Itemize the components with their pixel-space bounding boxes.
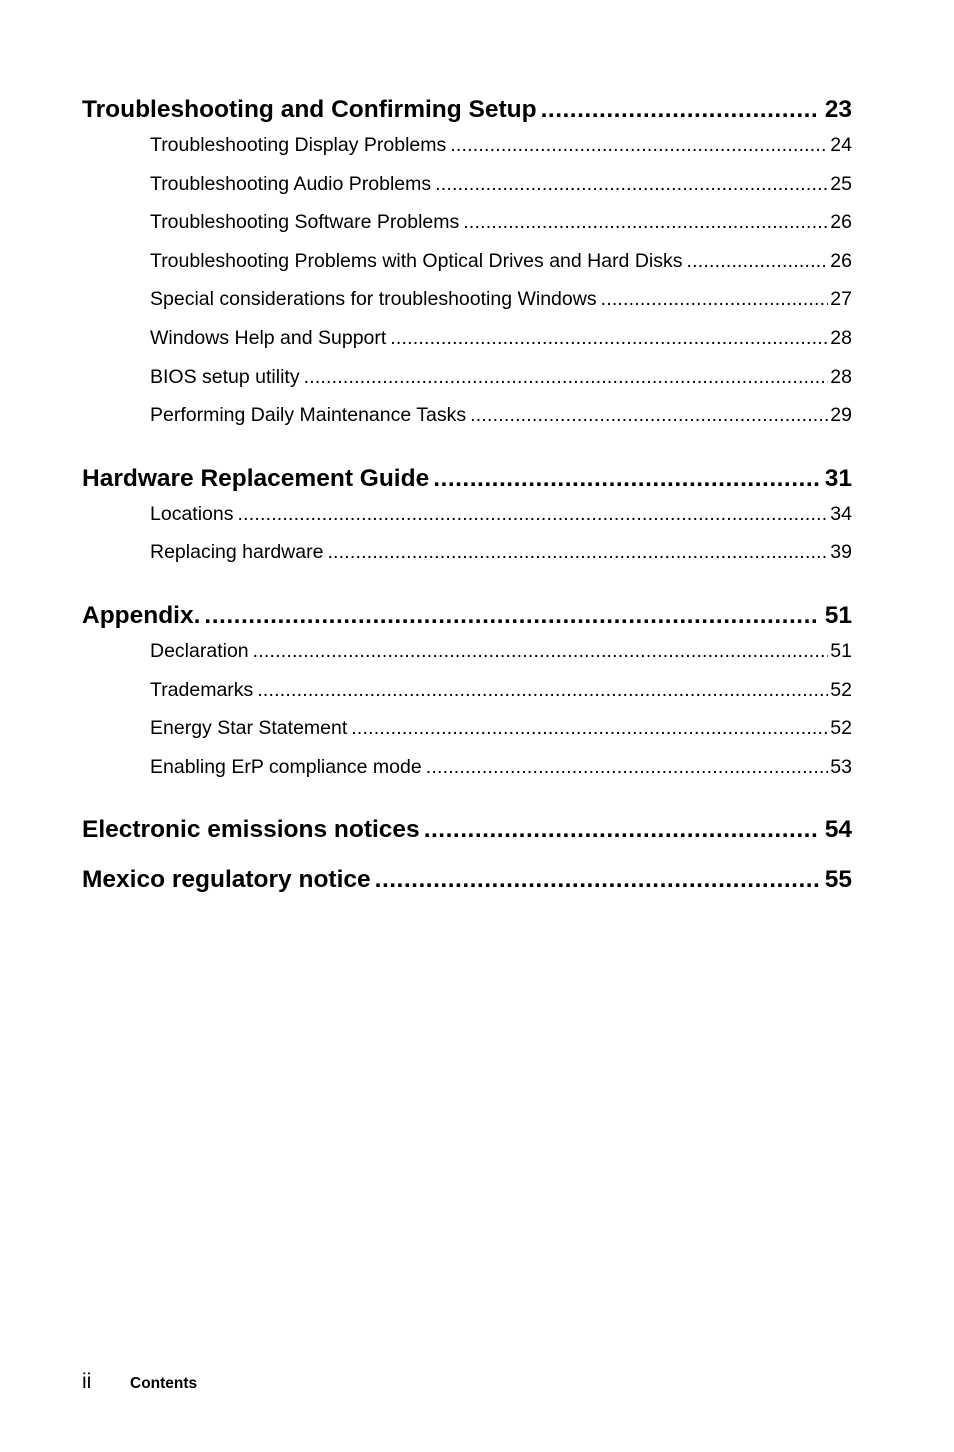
toc-entry-link[interactable] xyxy=(150,404,852,443)
toc-entry-page: 53 xyxy=(830,755,852,778)
dot-leader xyxy=(687,250,829,273)
toc-entry-page: 25 xyxy=(830,172,852,195)
toc-entry-title: Replacing hardware xyxy=(150,541,324,564)
toc-entry-title: Trademarks xyxy=(150,678,254,701)
toc-entry-page: 26 xyxy=(830,249,852,272)
toc-entry-page: 26 xyxy=(830,211,852,234)
toc-heading-title: Hardware Replacement Guide xyxy=(82,464,430,492)
dot-leader xyxy=(304,366,829,389)
toc-entry-link[interactable] xyxy=(150,250,852,289)
dot-leader xyxy=(375,866,819,894)
toc-heading-title: Mexico regulatory notice xyxy=(82,866,371,894)
dot-leader xyxy=(541,96,819,124)
toc-heading-link[interactable] xyxy=(82,465,852,503)
toc-section xyxy=(82,816,852,854)
toc-entry-page: 29 xyxy=(830,404,852,427)
toc-entry-page: 24 xyxy=(830,134,852,156)
toc-entry-page: 52 xyxy=(830,678,852,701)
toc-entry-title: Troubleshooting Problems with Optical Drives and Hard Disks xyxy=(150,249,683,272)
toc-entry-title: Locations xyxy=(150,502,234,525)
toc-entry-title: BIOS setup utility xyxy=(150,365,300,388)
toc-heading-title: Appendix. xyxy=(82,601,201,629)
toc-entry-title: Troubleshooting Software Problems xyxy=(150,211,460,234)
toc-heading-page: 23 xyxy=(824,96,852,123)
toc-entry-link[interactable] xyxy=(150,173,852,212)
toc-section xyxy=(82,866,852,904)
toc-heading-link[interactable] xyxy=(82,816,852,854)
dot-leader xyxy=(351,717,828,740)
dot-leader xyxy=(237,503,828,526)
dot-leader xyxy=(204,602,818,630)
toc-entry-page: 34 xyxy=(830,502,852,525)
toc-entry-link[interactable] xyxy=(150,756,852,795)
toc-entry-title: Performing Daily Maintenance Tasks xyxy=(150,404,467,427)
dot-leader xyxy=(450,134,828,157)
toc-heading-page: 55 xyxy=(824,866,852,894)
toc-entry-page: 39 xyxy=(830,541,852,564)
toc-section xyxy=(82,602,852,794)
dot-leader xyxy=(433,465,819,493)
toc-entry-page: 28 xyxy=(830,365,852,388)
dot-leader xyxy=(470,404,828,427)
dot-leader xyxy=(257,679,828,702)
page-number: ii xyxy=(82,1370,92,1393)
toc-entry-link[interactable] xyxy=(150,366,852,405)
toc-entry-page: 52 xyxy=(830,717,852,740)
toc-heading-page: 31 xyxy=(824,464,852,492)
dot-leader xyxy=(327,541,828,564)
dot-leader xyxy=(435,173,828,196)
dot-leader xyxy=(390,327,828,350)
toc-section xyxy=(82,465,852,580)
toc-heading-page: 54 xyxy=(824,816,852,844)
toc-entry-link[interactable] xyxy=(150,134,852,173)
toc-heading-link[interactable] xyxy=(82,96,852,134)
toc-entry-link[interactable] xyxy=(150,288,852,327)
toc-entry-link[interactable] xyxy=(150,717,852,756)
page-footer xyxy=(82,1370,197,1394)
toc-entry-title: Special considerations for troubleshooting Windows xyxy=(150,288,597,311)
dot-leader xyxy=(426,756,829,779)
footer-label: Contents xyxy=(130,1375,198,1392)
toc-entry-title: Troubleshooting Display Problems xyxy=(150,134,447,156)
toc-entry-link[interactable] xyxy=(150,327,852,366)
toc-entry-page: 28 xyxy=(830,326,852,349)
dot-leader xyxy=(463,211,828,234)
toc-entry-title: Windows Help and Support xyxy=(150,326,387,349)
table-of-contents xyxy=(82,96,852,904)
toc-section xyxy=(82,96,852,443)
dot-leader xyxy=(601,288,829,311)
toc-entry-link[interactable] xyxy=(150,211,852,250)
toc-entry-title: Declaration xyxy=(150,639,249,662)
toc-heading-link[interactable] xyxy=(82,602,852,640)
toc-entry-page: 51 xyxy=(830,639,852,662)
toc-heading-page: 51 xyxy=(824,601,852,629)
toc-heading-link[interactable] xyxy=(82,866,852,904)
toc-entry-page: 27 xyxy=(830,288,852,311)
toc-entry-title: Troubleshooting Audio Problems xyxy=(150,172,432,195)
toc-entry-link[interactable] xyxy=(150,541,852,580)
toc-entry-link[interactable] xyxy=(150,503,852,542)
dot-leader xyxy=(253,640,829,663)
toc-entry-link[interactable] xyxy=(150,679,852,718)
toc-heading-title: Troubleshooting and Confirming Setup xyxy=(82,96,537,123)
toc-entry-title: Energy Star Statement xyxy=(150,717,348,740)
dot-leader xyxy=(424,816,819,844)
toc-entry-link[interactable] xyxy=(150,640,852,679)
toc-entry-title: Enabling ErP compliance mode xyxy=(150,755,422,778)
toc-heading-title: Electronic emissions notices xyxy=(82,816,420,844)
